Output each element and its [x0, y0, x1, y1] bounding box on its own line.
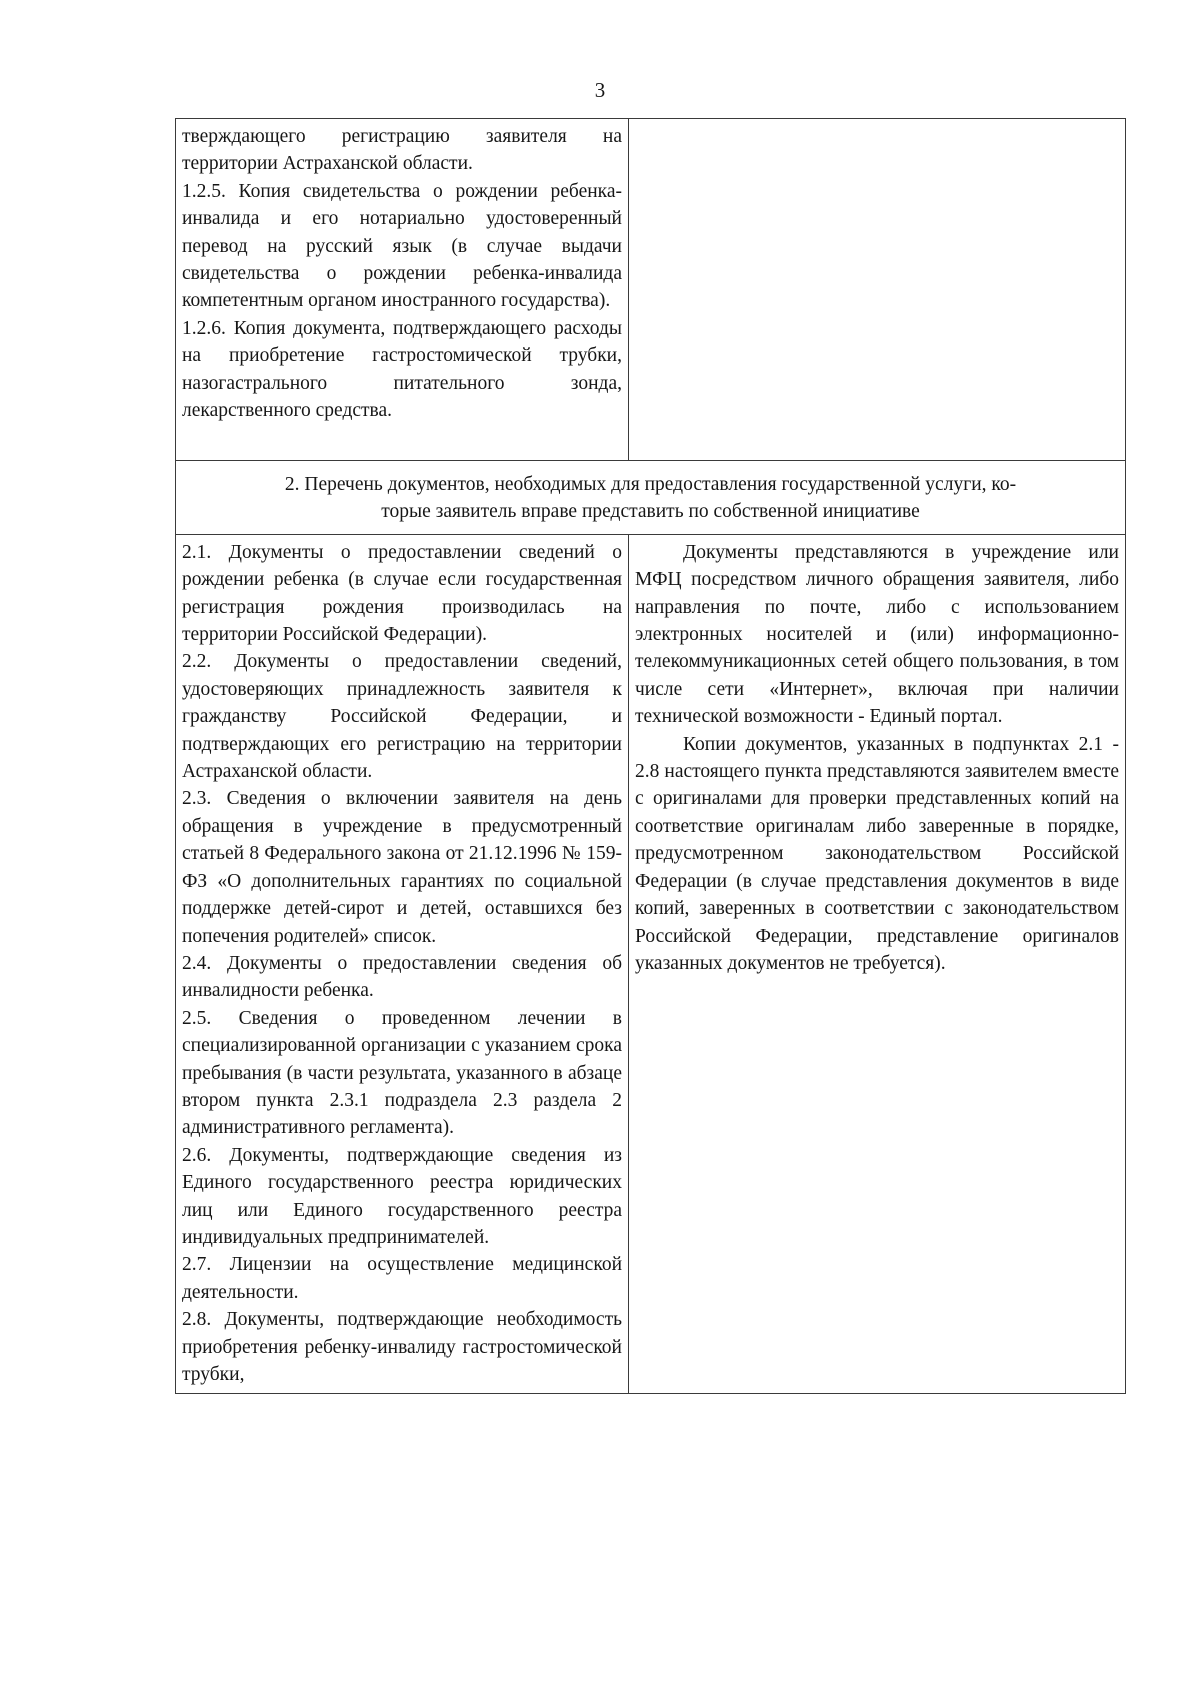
- paragraph-2-5: 2.5. Сведения о проведенном лечении в специализированной организации с указанием срока пребывания (в части результата, указанного в абзаце втором пункта 2.3.1 подраздела 2.3 раздела 2 административного регламента).: [182, 1007, 622, 1139]
- paragraph-2-4: 2.4. Документы о предоставлении сведения об инвалидности ребенка.: [182, 952, 622, 1002]
- copies-requirements-paragraph: Копии документов, указанных в подпунктах 2.1 - 2.8 настоящего пункта представляются заявителем вместе с оригиналами для проверки представленных копий на соответствие оригиналам либо заверенные в порядке, предусмотренном законодательством Российской Федерации (в случае представления документов в виде копий, заверенных в соответствии с законодательством Российской Федерации, представление оригиналов указанных документов не требуется).: [635, 733, 1119, 974]
- table-row: [176, 119, 1126, 461]
- paragraph-1-2-4-end: тверждающего регистрацию заявителя на территории Астраханской области.: [182, 126, 622, 175]
- submission-procedure-cell: [629, 534, 1126, 1394]
- table-row: [176, 534, 1126, 1394]
- documents-cell-right-empty: [629, 119, 1126, 461]
- optional-documents-cell: [176, 534, 629, 1394]
- paragraph-1-2-5: 1.2.5. Копия свидетельства о рождении ребенка-инвалида и его нотариально удостоверенный перевод на русский язык (в случае выдачи свидетельства о рождении ребенка-инвалида компетентным органом иностранного государства).: [182, 180, 622, 312]
- section-2-heading-line-1: 2. Перечень документов, необходимых для предоставления государственной услуги, ко-: [284, 474, 1017, 495]
- section-2-heading: [176, 461, 1126, 535]
- section-2-heading-line-2: торые заявитель вправе представить по собственной инициативе: [381, 501, 920, 523]
- paragraph-1-2-6: 1.2.6. Копия документа, подтверждающего расходы на приобретение гастростомической трубки, назогастрального питательного зонда, лекарственного средства.: [182, 317, 622, 422]
- paragraph-2-3: 2.3. Сведения о включении заявителя на день обращения в учреждение в предусмотренный статьей 8 Федерального закона от 21.12.1996 № 159-ФЗ «О дополнительных гарантиях по социальной поддержке детей-сирот и детей, оставшихся без попечения родителей» список.: [182, 788, 622, 947]
- paragraph-2-1: 2.1. Документы о предоставлении сведений о рождении ребенка (в случае если государственная регистрация рождения производилась на территории Российской Федерации).: [182, 541, 622, 646]
- submission-method-paragraph: Документы представляются в учреждение или МФЦ посредством личного обращения заявителя, либо направления по почте, либо с использованием электронных носителей и (или) информационно-телекоммуникационных сетей общего пользования, в том числе сети «Интернет», включая при наличии технической возможности - Единый портал.: [635, 541, 1119, 728]
- table-row: [176, 461, 1126, 535]
- paragraph-2-7: 2.7. Лицензии на осуществление медицинской деятельности.: [182, 1254, 622, 1303]
- paragraph-2-8: 2.8. Документы, подтверждающие необходимость приобретения ребенку-инвалиду гастростомической трубки,: [182, 1309, 622, 1385]
- documents-table: [175, 118, 1126, 1394]
- paragraph-2-6: 2.6. Документы, подтверждающие сведения из Единого государственного реестра юридических лиц или Единого государственного реестра индивидуальных предпринимателей.: [182, 1144, 622, 1248]
- page-number: 3: [594, 78, 606, 102]
- documents-cell-left: [176, 119, 629, 461]
- paragraph-2-2: 2.2. Документы о предоставлении сведений, удостоверяющих принадлежность заявителя к гражданству Российской Федерации, и подтверждающих его регистрацию на территории Астраханской области.: [182, 651, 622, 783]
